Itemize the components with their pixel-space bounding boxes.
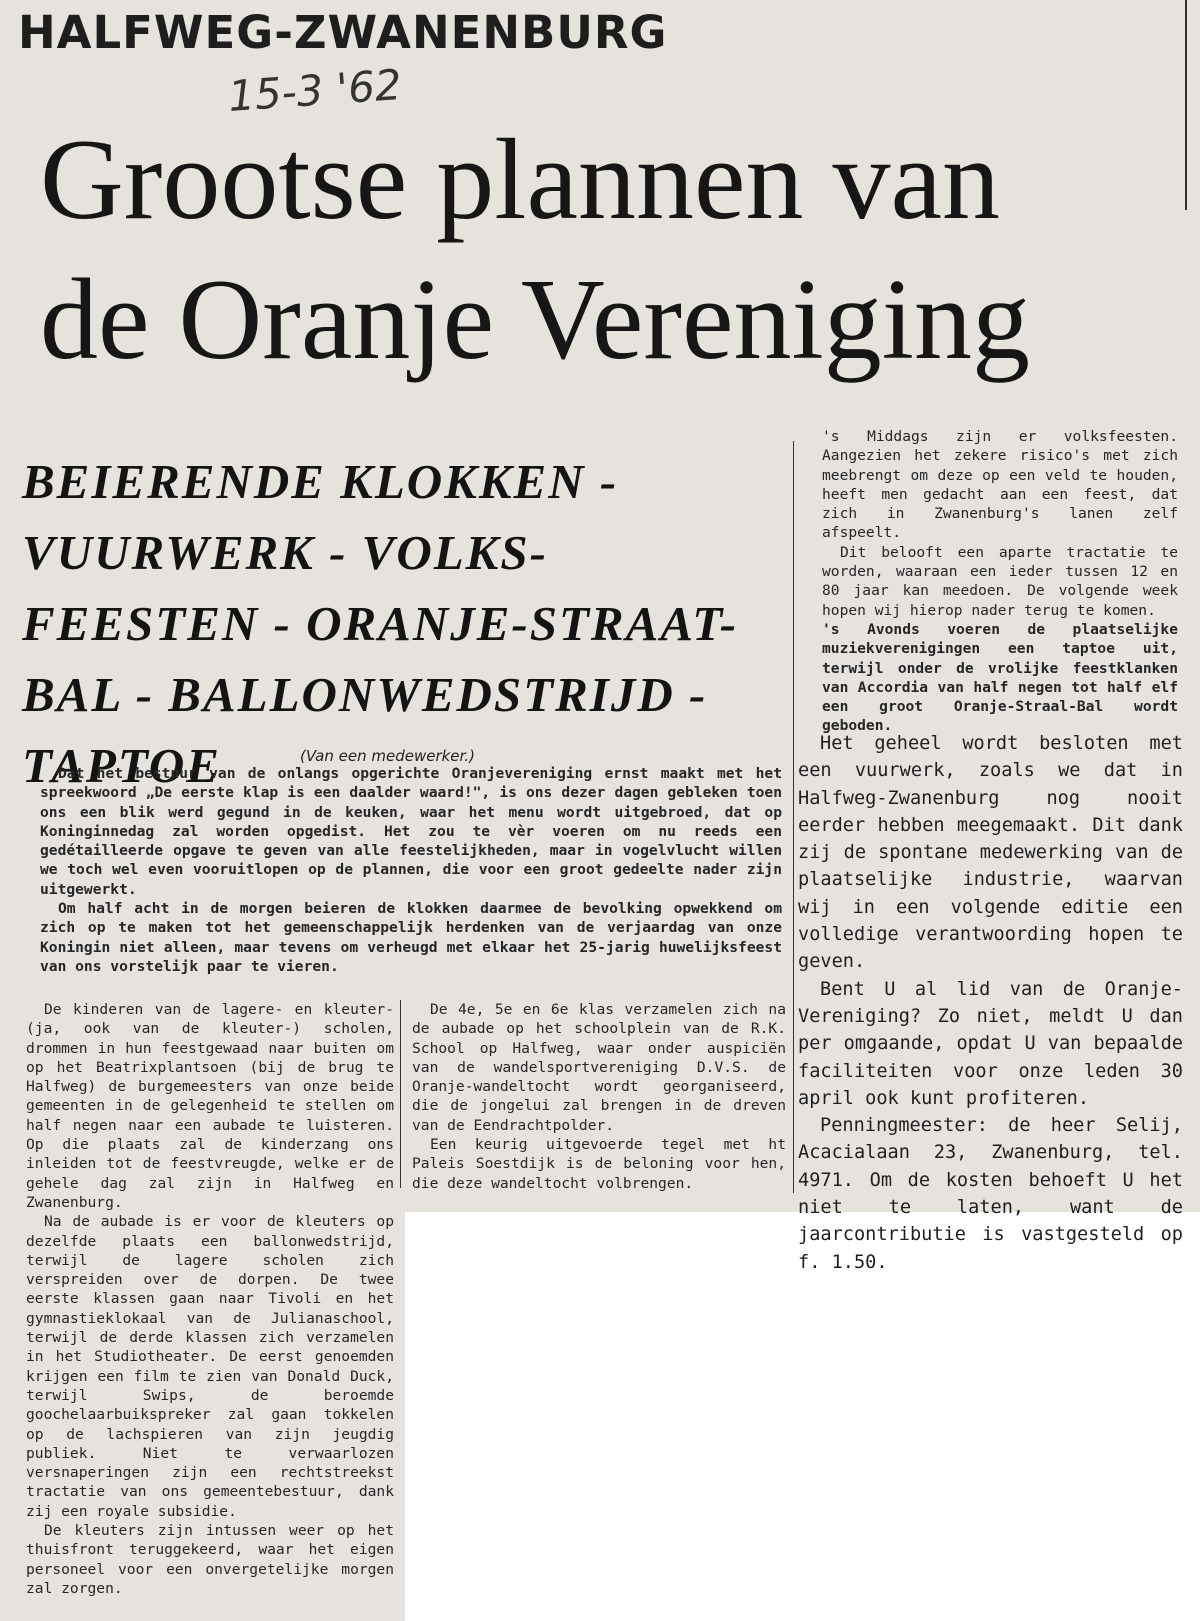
subhead-line: BEIERENDE KLOKKEN - [22, 454, 619, 509]
paragraph: De kleuters zijn intussen weer op het thuisfront teruggekeerd, waar het eigen personeel voor een onvergetelijke morgen zal zorgen. [26, 1522, 394, 1597]
article-column-right-top [822, 427, 1178, 736]
paragraph: Dat het bestuur van de onlangs opgerichte Oranjevereniging ernst maakt met het spreekwoord „De eerste klap is een daalder waard!", is ons dezer dagen gebleken toen ons een blik werd gegund in de keuken, waar het menu wordt uitgebroed, dat op Koninginnedag zal worden opgedist. Het zou te vèr voeren om nu reeds een gedétailleerde opgave te geven van alle feestelijkheden, maar in vogelvlucht willen we toch wel even vooruitlopen op de plannen, die voor een groot gedeelte nader zijn uitgewerkt. [40, 765, 782, 898]
subhead-line: TAPTOE [22, 738, 221, 793]
paragraph: Dit belooft een aparte tractatie te worden, waaraan een ieder tussen 12 en 80 jaar kan meedoen. De volgende week hopen wij hierop nader terug te komen. [822, 543, 1178, 619]
paragraph: Na de aubade is er voor de kleuters op dezelfde plaats een ballonwedstrijd, terwijl de lagere scholen zich verspreiden over de dorpen. De twee eerste klassen gaan naar Tivoli en het gymnastieklokaal van de Julianaschool, terwijl de derde klassen zich verzamelen in het Studiotheater. De eerst genoemden krijgen een film te zien van Donald Duck, terwijl Swips, de beroemde goochelaarbuikspreker zal gaan tokkelen op de lachspieren van zijn jeugdig publiek. Niet te verwaarlozen versnaperingen zijn een rechtstreekst tractatie van ons gemeentebestuur, dank zij een royale subsidie. [26, 1213, 394, 1520]
kicker-location: HALFWEG-ZWANENBURG [18, 6, 668, 59]
paragraph: Het geheel wordt besloten met een vuurwerk, zoals we dat in Halfweg-Zwanenburg nog nooit eerder hebben meegemaakt. Dit dank zij de spontane medewerking van de plaatselijke industrie, waarvan wij in een volgende editie een volledige verantwoording hopen te geven. [798, 733, 1183, 973]
headline [40, 110, 1180, 390]
paragraph: De kinderen van de lagere- en kleuter- (ja, ook van de kleuter-) scholen, drommen in hun feestgewaad naar buiten om op het Beatrixplantsoen (bij de brug te Halfweg) de burgemeesters van onze beide gemeenten in de gelegenheid te stellen om half negen naar een aubade te luisteren. Op die plaats zal de kinderzang ons inleiden tot de feestvreugde, welke er de gehele dag zal zijn in Halfweg en Zwanenburg. [26, 1001, 394, 1211]
byline: (Van een medewerker.) [300, 747, 475, 765]
paragraph: 's Middags zijn er volksfeesten. Aangezien het zekere risico's met zich meebrengt om deze op een veld te houden, heeft men gedacht aan een feest, dat zich in Zwanenburg's lanen zelf afspeelt. [822, 428, 1178, 542]
article-column-middle [412, 1000, 786, 1193]
lead-paragraphs [40, 764, 782, 976]
paragraph: De 4e, 5e en 6e klas verzamelen zich na de aubade op het schoolplein van de R.K. School op Halfweg, waar onder auspiciën van de wandelsportvereniging D.V.S. de Oranje-wandeltocht wordt georganiseerd, die de jongelui zal brengen in de dreven van de Eendrachtpolder. [412, 1001, 786, 1134]
subhead-line: FEESTEN - ORANJE-STRAAT- [22, 596, 739, 651]
article-column-right-bottom [798, 730, 1183, 1276]
paragraph: 's Avonds voeren de plaatselijke muziekverenigingen een taptoe uit, terwijl onder de vrolijke feestklanken van Accordia van half negen tot half elf een groot Oranje-Straal-Bal wordt geboden. [822, 620, 1178, 735]
paragraph: Om half acht in de morgen beieren de klokken daarmee de bevolking opwekkend om zich op te maken tot het gemeenschappelijk herdenken van de verjaardag van onze Koningin niet alleen, maar tevens om verheugd met elkaar het 25-jarig huwelijksfeest van ons vorstelijk paar te vieren. [40, 900, 782, 975]
column-divider [793, 441, 794, 1193]
headline-line: Grootse plannen van [40, 116, 1000, 244]
paragraph: Penningmeester: de heer Selij, Acacialaan 23, Zwanenburg, tel. 4971. Om de kosten behoeft U het niet te laten, want de jaarcontributie is vastgesteld op f. 1.50. [798, 1115, 1183, 1273]
paragraph: Een keurig uitgevoerde tegel met ht Paleis Soestdijk is de beloning voor hen, die deze wandeltocht volbrengen. [412, 1136, 786, 1192]
column-divider [400, 1000, 401, 1188]
subhead-line: VUURWERK - VOLKS- [22, 525, 548, 580]
headline-line: de Oranje Vereniging [40, 256, 1030, 384]
subhead-line: BAL - BALLONWEDSTRIJD - [22, 667, 708, 722]
paragraph: Bent U al lid van de Oranje-Vereniging? Zo niet, meldt U dan per omgaande, opdat U van bepaalde faciliteiten voor onze leden 30 april ook kunt profiteren. [798, 978, 1183, 1109]
handwritten-date: 15-3 '62 [226, 60, 404, 121]
article-column-left [26, 1000, 394, 1598]
column-rule [1185, 0, 1187, 210]
